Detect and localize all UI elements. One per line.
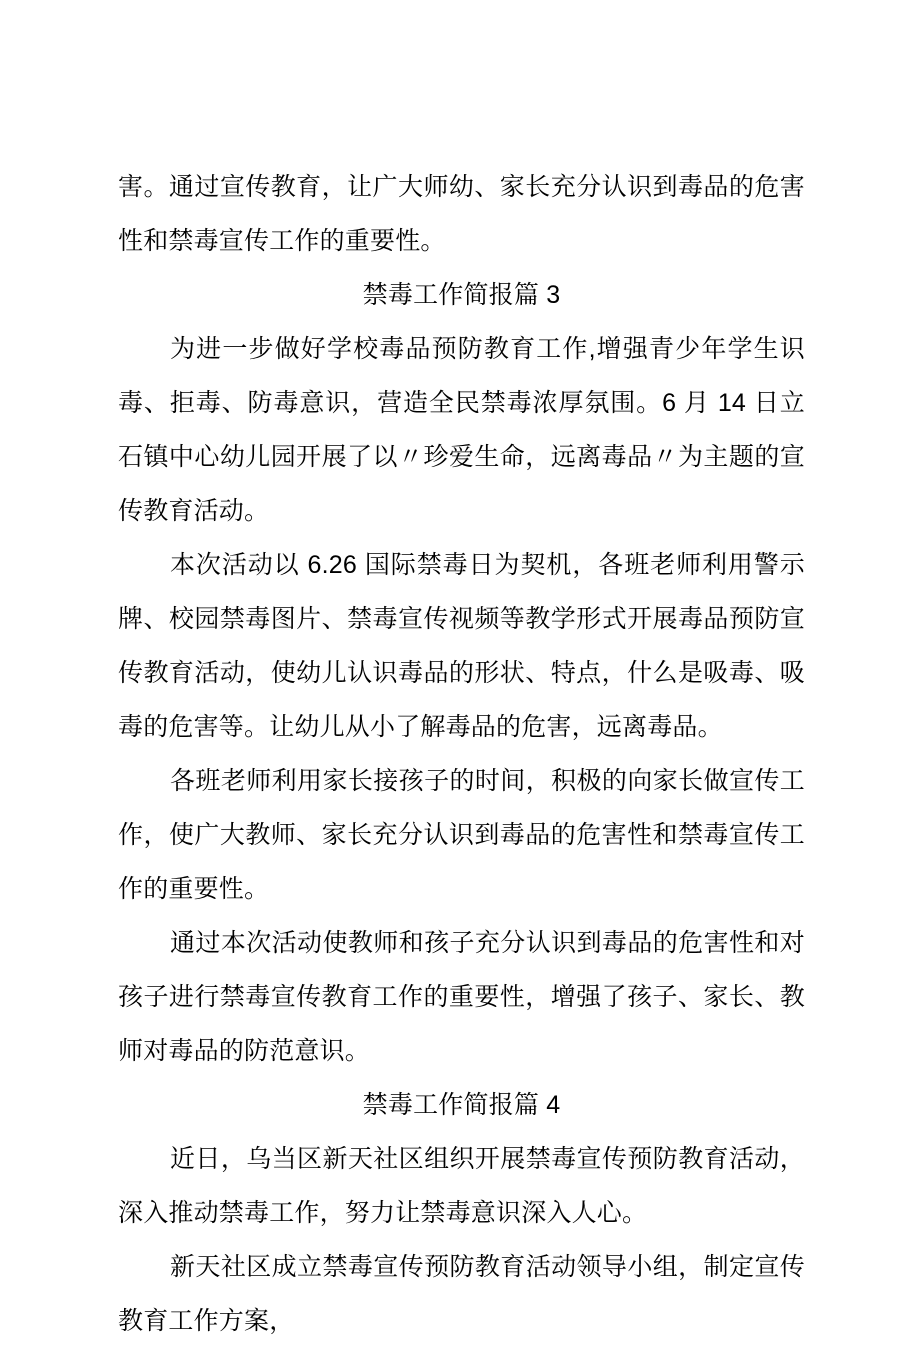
heading-briefing-4: 禁毒工作简报篇 4 — [362, 1091, 561, 1119]
paragraph-continuation: 害。通过宣传教育，让广大师幼、家长充分认识到毒品的危害性和禁毒宣传工作的重要性。 — [118, 173, 805, 255]
heading-briefing-3: 禁毒工作简报篇 3 — [362, 281, 561, 309]
paragraph-3-4: 通过本次活动使教师和孩子充分认识到毒品的危害性和对孩子进行禁毒宣传教育工作的重要性，增强了孩子、家长、教师对毒品的防范意识。 — [118, 929, 805, 1065]
paragraph-3-1: 为进一步做好学校毒品预防教育工作,增强青少年学生识毒、拒毒、防毒意识，营造全民禁毒浓厚氛围。6 月 14 日立石镇中心幼儿园开展了以〃珍爱生命，远离毒品〃为主题的宣传教育活动。 — [118, 335, 805, 525]
paragraph-3-2: 本次活动以 6.26 国际禁毒日为契机，各班老师利用警示牌、校园禁毒图片、禁毒宣传视频等教学形式开展毒品预防宣传教育活动，使幼儿认识毒品的形状、特点，什么是吸毒、吸毒的危害等。让幼儿从小了解毒品的危害，远离毒品。 — [118, 551, 805, 741]
paragraph-4-2: 新天社区成立禁毒宣传预防教育活动领导小组，制定宣传教育工作方案， — [118, 1253, 805, 1335]
document-body — [118, 160, 805, 1348]
paragraph-3-3: 各班老师利用家长接孩子的时间，积极的向家长做宣传工作，使广大教师、家长充分认识到毒品的危害性和禁毒宣传工作的重要性。 — [118, 767, 805, 903]
paragraph-4-1: 近日，乌当区新天社区组织开展禁毒宣传预防教育活动，深入推动禁毒工作，努力让禁毒意识深入人心。 — [118, 1145, 805, 1227]
